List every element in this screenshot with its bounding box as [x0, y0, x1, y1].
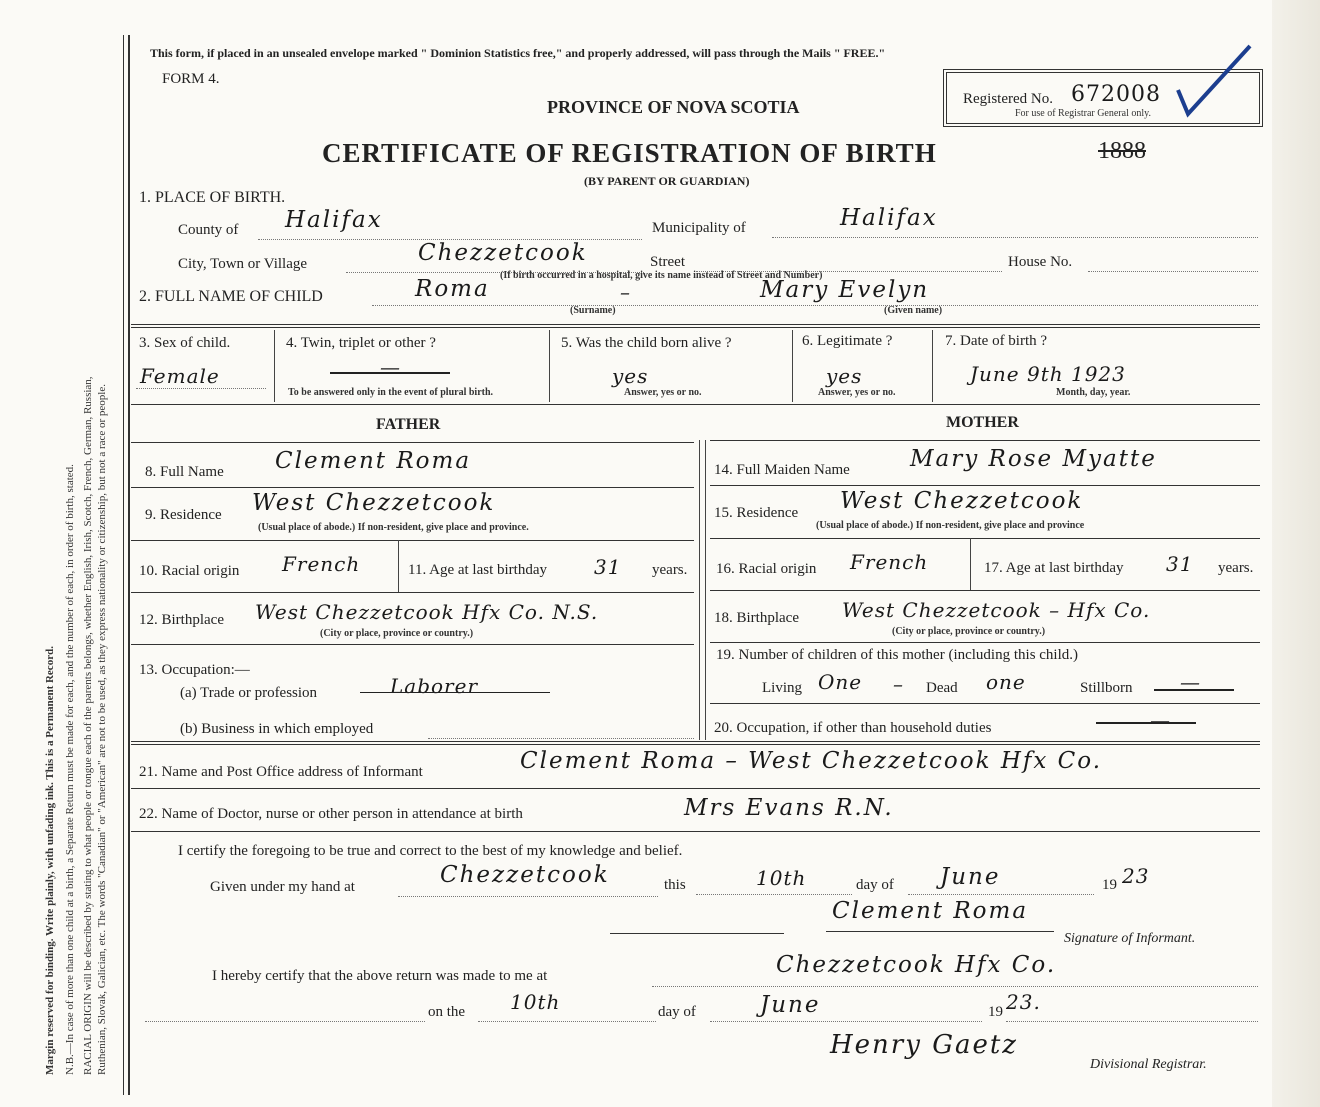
- divider-6-7: [932, 330, 933, 402]
- father-age: 31: [594, 555, 622, 579]
- left-border-inner: [128, 35, 130, 1095]
- margin-line-3: RACIAL ORIGIN will be described by stating to what people or tongue each of the parents belongs, whether English, Irish, Scotch, French, German, Russian,: [82, 376, 94, 1075]
- living-value: One: [818, 670, 863, 694]
- mother-occupation: —: [1150, 708, 1171, 732]
- municipality-line: [772, 237, 1258, 238]
- father-name-label: 8. Full Name: [145, 464, 224, 480]
- dob-label: 7. Date of birth ?: [945, 333, 1048, 349]
- informant-value: Clement Roma – West Chezzetcook Hfx Co.: [520, 748, 1103, 774]
- given-name-caption: (Given name): [884, 305, 943, 316]
- mother-residence-label: 15. Residence: [714, 505, 799, 521]
- row3-top-border: [131, 324, 1260, 325]
- check-mark: [1170, 40, 1260, 120]
- registrar-day: 10th: [510, 990, 561, 1014]
- twin-answer-line: [330, 372, 450, 374]
- surname-caption: (Surname): [570, 305, 616, 316]
- dob-value: June 9th 1923: [970, 362, 1126, 386]
- certificate-title: CERTIFICATE OF REGISTRATION OF BIRTH: [322, 138, 937, 168]
- trade-value: Laborer: [390, 674, 479, 698]
- province-heading: PROVINCE OF NOVA SCOTIA: [547, 97, 800, 117]
- doctor-value: Mrs Evans R.N.: [684, 795, 894, 821]
- margin-notes: [44, 35, 114, 1075]
- trade-underline: [360, 692, 550, 693]
- margin-line-2: N.B.—In case of more than one child at a birth, a Separate Return must be made for each, and the number of each, in order of birth, stated.: [64, 464, 76, 1075]
- children-count-label: 19. Number of children of this mother (including this child.): [716, 647, 1079, 663]
- registrar-month-line: [710, 1021, 982, 1022]
- father-birthplace-label: 12. Birthplace: [139, 612, 224, 628]
- father-racial-divider: [398, 540, 399, 592]
- father-years: years.: [652, 562, 688, 578]
- house-label: House No.: [1008, 254, 1073, 270]
- county-label: County of: [178, 222, 239, 238]
- registrar-day-line: [478, 1021, 656, 1022]
- year-prefix: 19: [1102, 877, 1117, 893]
- dob-note: Month, day, year.: [1056, 387, 1131, 398]
- left-border: [123, 35, 124, 1095]
- given-day: 10th: [756, 866, 807, 890]
- legitimate-value: yes: [826, 364, 863, 388]
- mother-row-line-2: [710, 485, 1260, 486]
- mother-residence-note: (Usual place of abode.) If non-resident, give place and province: [816, 520, 1085, 531]
- mother-occupation-label: 20. Occupation, if other than household duties: [714, 720, 992, 736]
- municipality-value: Halifax: [840, 205, 938, 231]
- doctor-label: 22. Name of Doctor, nurse or other person in attendance at birth: [139, 806, 523, 822]
- mother-row-line-4: [710, 590, 1260, 591]
- registrar-year-prefix: 19: [988, 1004, 1003, 1020]
- father-row-line-3: [131, 540, 694, 541]
- registrar-caption: Divisional Registrar.: [1090, 1057, 1207, 1072]
- street-label: Street: [650, 254, 685, 270]
- registrar-year: 23.: [1006, 990, 1041, 1014]
- child-name-line: [372, 305, 1258, 306]
- signature-caption: Signature of Informant.: [1064, 931, 1196, 946]
- hospital-note: (If birth occurred in a hospital, give its name instead of Street and Number): [500, 270, 823, 281]
- informant-row-line: [131, 788, 1260, 789]
- legitimate-note: Answer, yes or no.: [818, 387, 896, 398]
- row3-bottom-border: [131, 404, 1260, 405]
- registrar-year-line: [1006, 1021, 1258, 1022]
- mother-racial-label: 16. Racial origin: [716, 561, 817, 577]
- dead-value: one: [986, 670, 1026, 694]
- registrar-place: Chezzetcook Hfx Co.: [776, 952, 1057, 978]
- mother-row-line-3: [710, 538, 1260, 539]
- child-surname: Roma: [415, 276, 490, 302]
- registrar-use-note: For use of Registrar General only.: [1015, 108, 1151, 119]
- given-day-line: [696, 894, 852, 895]
- divider-4-5: [549, 330, 550, 402]
- father-birthplace: West Chezzetcook Hfx Co. N.S.: [255, 600, 599, 624]
- mother-residence: West Chezzetcook: [840, 488, 1084, 514]
- legitimate-label: 6. Legitimate ?: [802, 333, 893, 349]
- page-edge: [1272, 0, 1320, 1107]
- father-age-label: 11. Age at last birthday: [408, 562, 547, 578]
- father-name: Clement Roma: [275, 448, 472, 474]
- county-value: Halifax: [285, 207, 383, 233]
- form-number: FORM 4.: [162, 71, 220, 87]
- dead-label: Dead: [926, 680, 958, 696]
- alive-value: yes: [612, 364, 649, 388]
- twin-note: To be answered only in the event of plural birth.: [288, 387, 494, 398]
- registrar-signature: Henry Gaetz: [830, 1030, 1018, 1060]
- mother-birthplace: West Chezzetcook – Hfx Co.: [842, 598, 1151, 622]
- informant-signature: Clement Roma: [832, 898, 1029, 924]
- city-value: Chezzetcook: [418, 240, 588, 266]
- certify-text: I certify the foregoing to be true and correct to the best of my knowledge and belief.: [178, 843, 683, 859]
- mother-row-line-5: [710, 642, 1260, 643]
- business-line: [428, 738, 694, 739]
- father-heading: FATHER: [376, 416, 441, 433]
- trade-label: (a) Trade or profession: [180, 685, 318, 701]
- father-row-line-1: [131, 442, 694, 443]
- margin-line-4: Ruthenian, Slovak, Galician, etc. The words "Canadian" or "American" are not to be used, as they express nationality or citizenship, but not a race or people.: [96, 384, 108, 1075]
- registrar-text: I hereby certify that the above return was made to me at: [212, 968, 548, 984]
- alive-label: 5. Was the child born alive ?: [561, 335, 732, 351]
- given-place-line: [398, 896, 658, 897]
- informant-label: 21. Name and Post Office address of Informant: [139, 764, 423, 780]
- business-label: (b) Business in which employed: [180, 721, 374, 737]
- mother-name: Mary Rose Myatte: [910, 446, 1157, 472]
- mother-age: 31: [1166, 552, 1194, 576]
- given-year: 23: [1122, 864, 1150, 888]
- father-birthplace-note: (City or place, province or country.): [320, 628, 474, 639]
- father-residence-label: 9. Residence: [145, 507, 222, 523]
- registrar-place-line: [652, 986, 1258, 987]
- child-name-label: 2. FULL NAME OF CHILD: [139, 288, 323, 305]
- stillborn-dash-line: [1154, 689, 1234, 691]
- child-given-name: Mary Evelyn: [760, 277, 930, 303]
- registrar-date-lead-line: [145, 1021, 425, 1022]
- alive-note: Answer, yes or no.: [624, 387, 702, 398]
- section-bottom-line-2: [131, 744, 1260, 745]
- mail-notice: This form, if placed in an unsealed envelope marked " Dominion Statistics free," and properly addressed, will pass through the Mails " FREE.": [150, 46, 886, 60]
- on-the-label: on the: [428, 1004, 466, 1020]
- living-label: Living: [762, 680, 802, 696]
- mother-row-line-1: [710, 440, 1260, 441]
- given-place: Chezzetcook: [440, 862, 610, 888]
- municipality-label: Municipality of: [652, 220, 746, 236]
- doctor-row-line: [131, 831, 1260, 832]
- given-month-line: [908, 894, 1094, 895]
- living-dash: –: [893, 672, 904, 696]
- child-name-dash: –: [620, 280, 631, 304]
- certificate-subtitle: (BY PARENT OR GUARDIAN): [584, 174, 750, 188]
- father-residence-note: (Usual place of abode.) If non-resident, give place and province.: [258, 522, 529, 533]
- given-label: Given under my hand at: [210, 879, 355, 895]
- center-divider-2: [705, 440, 706, 740]
- registrar-month: June: [760, 992, 821, 1018]
- this-label: this: [664, 877, 686, 893]
- father-racial: French: [282, 552, 361, 576]
- father-residence: West Chezzetcook: [252, 490, 496, 516]
- mother-age-label: 17. Age at last birthday: [984, 560, 1124, 576]
- given-month: June: [940, 864, 1001, 890]
- occupation-label: 13. Occupation:—: [139, 662, 250, 678]
- sex-line: [136, 388, 266, 389]
- margin-line-1: Margin reserved for binding. Write plainly, with unfading ink. This is a Permanent Record.: [44, 646, 56, 1075]
- registered-label: Registered No.: [963, 91, 1053, 107]
- father-row-line-5: [131, 644, 694, 645]
- place-of-birth-heading: 1. PLACE OF BIRTH.: [139, 189, 286, 206]
- divider-5-6: [792, 330, 793, 402]
- registered-number: 672008: [1071, 82, 1161, 107]
- sex-value: Female: [140, 364, 220, 388]
- city-label: City, Town or Village: [178, 256, 308, 272]
- registrar-day-of-label: day of: [658, 1004, 696, 1020]
- father-row-line-2: [131, 487, 694, 488]
- center-divider: [699, 440, 700, 740]
- mother-row-line-6: [710, 703, 1260, 704]
- day-of-label: day of: [856, 877, 894, 893]
- divider-3-4: [274, 330, 275, 402]
- mother-racial-divider: [970, 538, 971, 590]
- twin-value: —: [380, 355, 401, 379]
- father-row-line-4: [131, 592, 694, 593]
- stillborn-value: —: [1180, 670, 1201, 694]
- section-bottom-line: [131, 741, 1260, 742]
- crossed-number: 1888: [1098, 138, 1146, 164]
- mother-birthplace-note: (City or place, province or country.): [892, 626, 1046, 637]
- father-racial-label: 10. Racial origin: [139, 563, 240, 579]
- sex-label: 3. Sex of child.: [139, 335, 231, 351]
- informant-signature-line: [826, 931, 1054, 932]
- mother-heading: MOTHER: [946, 414, 1019, 431]
- mother-occupation-dash-line: [1096, 722, 1196, 724]
- mother-name-label: 14. Full Maiden Name: [714, 462, 850, 478]
- twin-label: 4. Twin, triplet or other ?: [286, 335, 436, 351]
- mother-racial: French: [850, 550, 929, 574]
- check-mark-stroke: [1178, 46, 1250, 114]
- left-signature-line: [610, 933, 784, 934]
- stillborn-label: Stillborn: [1080, 680, 1133, 696]
- mother-birthplace-label: 18. Birthplace: [714, 610, 799, 626]
- mother-years: years.: [1218, 560, 1254, 576]
- row3-top-border-2: [131, 327, 1260, 328]
- house-line: [1088, 271, 1258, 272]
